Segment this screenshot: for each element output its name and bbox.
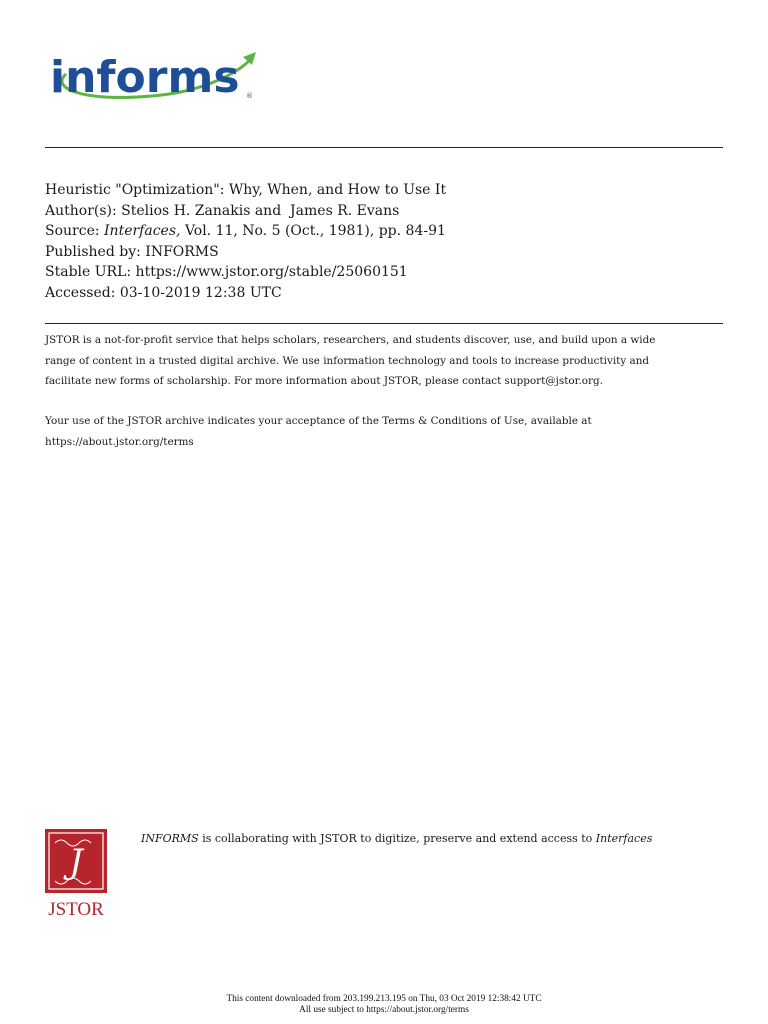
- middle-divider: [45, 323, 723, 324]
- notice-line-3: facilitate new forms of scholarship. For more information about JSTOR, please contact support@jstor.org.: [45, 375, 603, 387]
- collab-journal: Interfaces: [595, 832, 653, 845]
- collab-text: is collaborating with JSTOR to digitize, preserve and extend access to: [198, 832, 596, 845]
- informs-logo: [42, 44, 262, 106]
- publisher-line: Published by: INFORMS: [45, 243, 219, 260]
- logo-wordmark: informs: [50, 52, 240, 103]
- terms-notice: [45, 411, 735, 452]
- download-footer: [0, 994, 768, 1016]
- source-label: Source:: [45, 223, 100, 240]
- source-journal: Interfaces,: [104, 223, 181, 240]
- stable-url-link[interactable]: https://www.jstor.org/stable/25060151: [135, 264, 408, 281]
- logo-trademark: ®: [246, 92, 253, 100]
- terms-link[interactable]: https://about.jstor.org/terms: [45, 435, 194, 448]
- jstor-monogram: J: [69, 842, 83, 882]
- collaboration-note: [141, 831, 652, 847]
- authors-label: Author(s):: [45, 202, 117, 219]
- top-divider: [45, 147, 723, 148]
- footer-line-2: All use subject to https://about.jstor.org/terms: [299, 1005, 469, 1015]
- source-details: Vol. 11, No. 5 (Oct., 1981), pp. 84-91: [184, 223, 446, 240]
- stable-url-label: Stable URL:: [45, 264, 132, 281]
- jstor-logo: [45, 829, 107, 919]
- authors-value: Stelios H. Zanakis and James R. Evans: [121, 202, 400, 219]
- notice-line-1: JSTOR is a not-for-profit service that helps scholars, researchers, and students discover, use, and build upon a wide: [45, 334, 656, 346]
- source-line: [45, 221, 446, 242]
- accessed-line: Accessed: 03-10-2019 12:38 UTC: [45, 284, 282, 301]
- collab-org: INFORMS: [141, 832, 199, 845]
- article-metadata: [45, 180, 446, 304]
- article-title: Heuristic "Optimization": Why, When, and How to Use It: [45, 182, 447, 198]
- footer-line-1: This content downloaded from 203.199.213.195 on Thu, 03 Oct 2019 12:38:42 UTC: [226, 994, 542, 1004]
- authors-line: [45, 201, 446, 222]
- jstor-notice: [45, 330, 735, 392]
- stable-url-line: [45, 262, 446, 283]
- notice-line-2: range of content in a trusted digital archive. We use information technology and tools to increase productivity and: [45, 354, 650, 367]
- terms-line-1: Your use of the JSTOR archive indicates your acceptance of the Terms & Conditions of Use, available at: [45, 415, 592, 427]
- jstor-wordmark: JSTOR: [48, 899, 104, 919]
